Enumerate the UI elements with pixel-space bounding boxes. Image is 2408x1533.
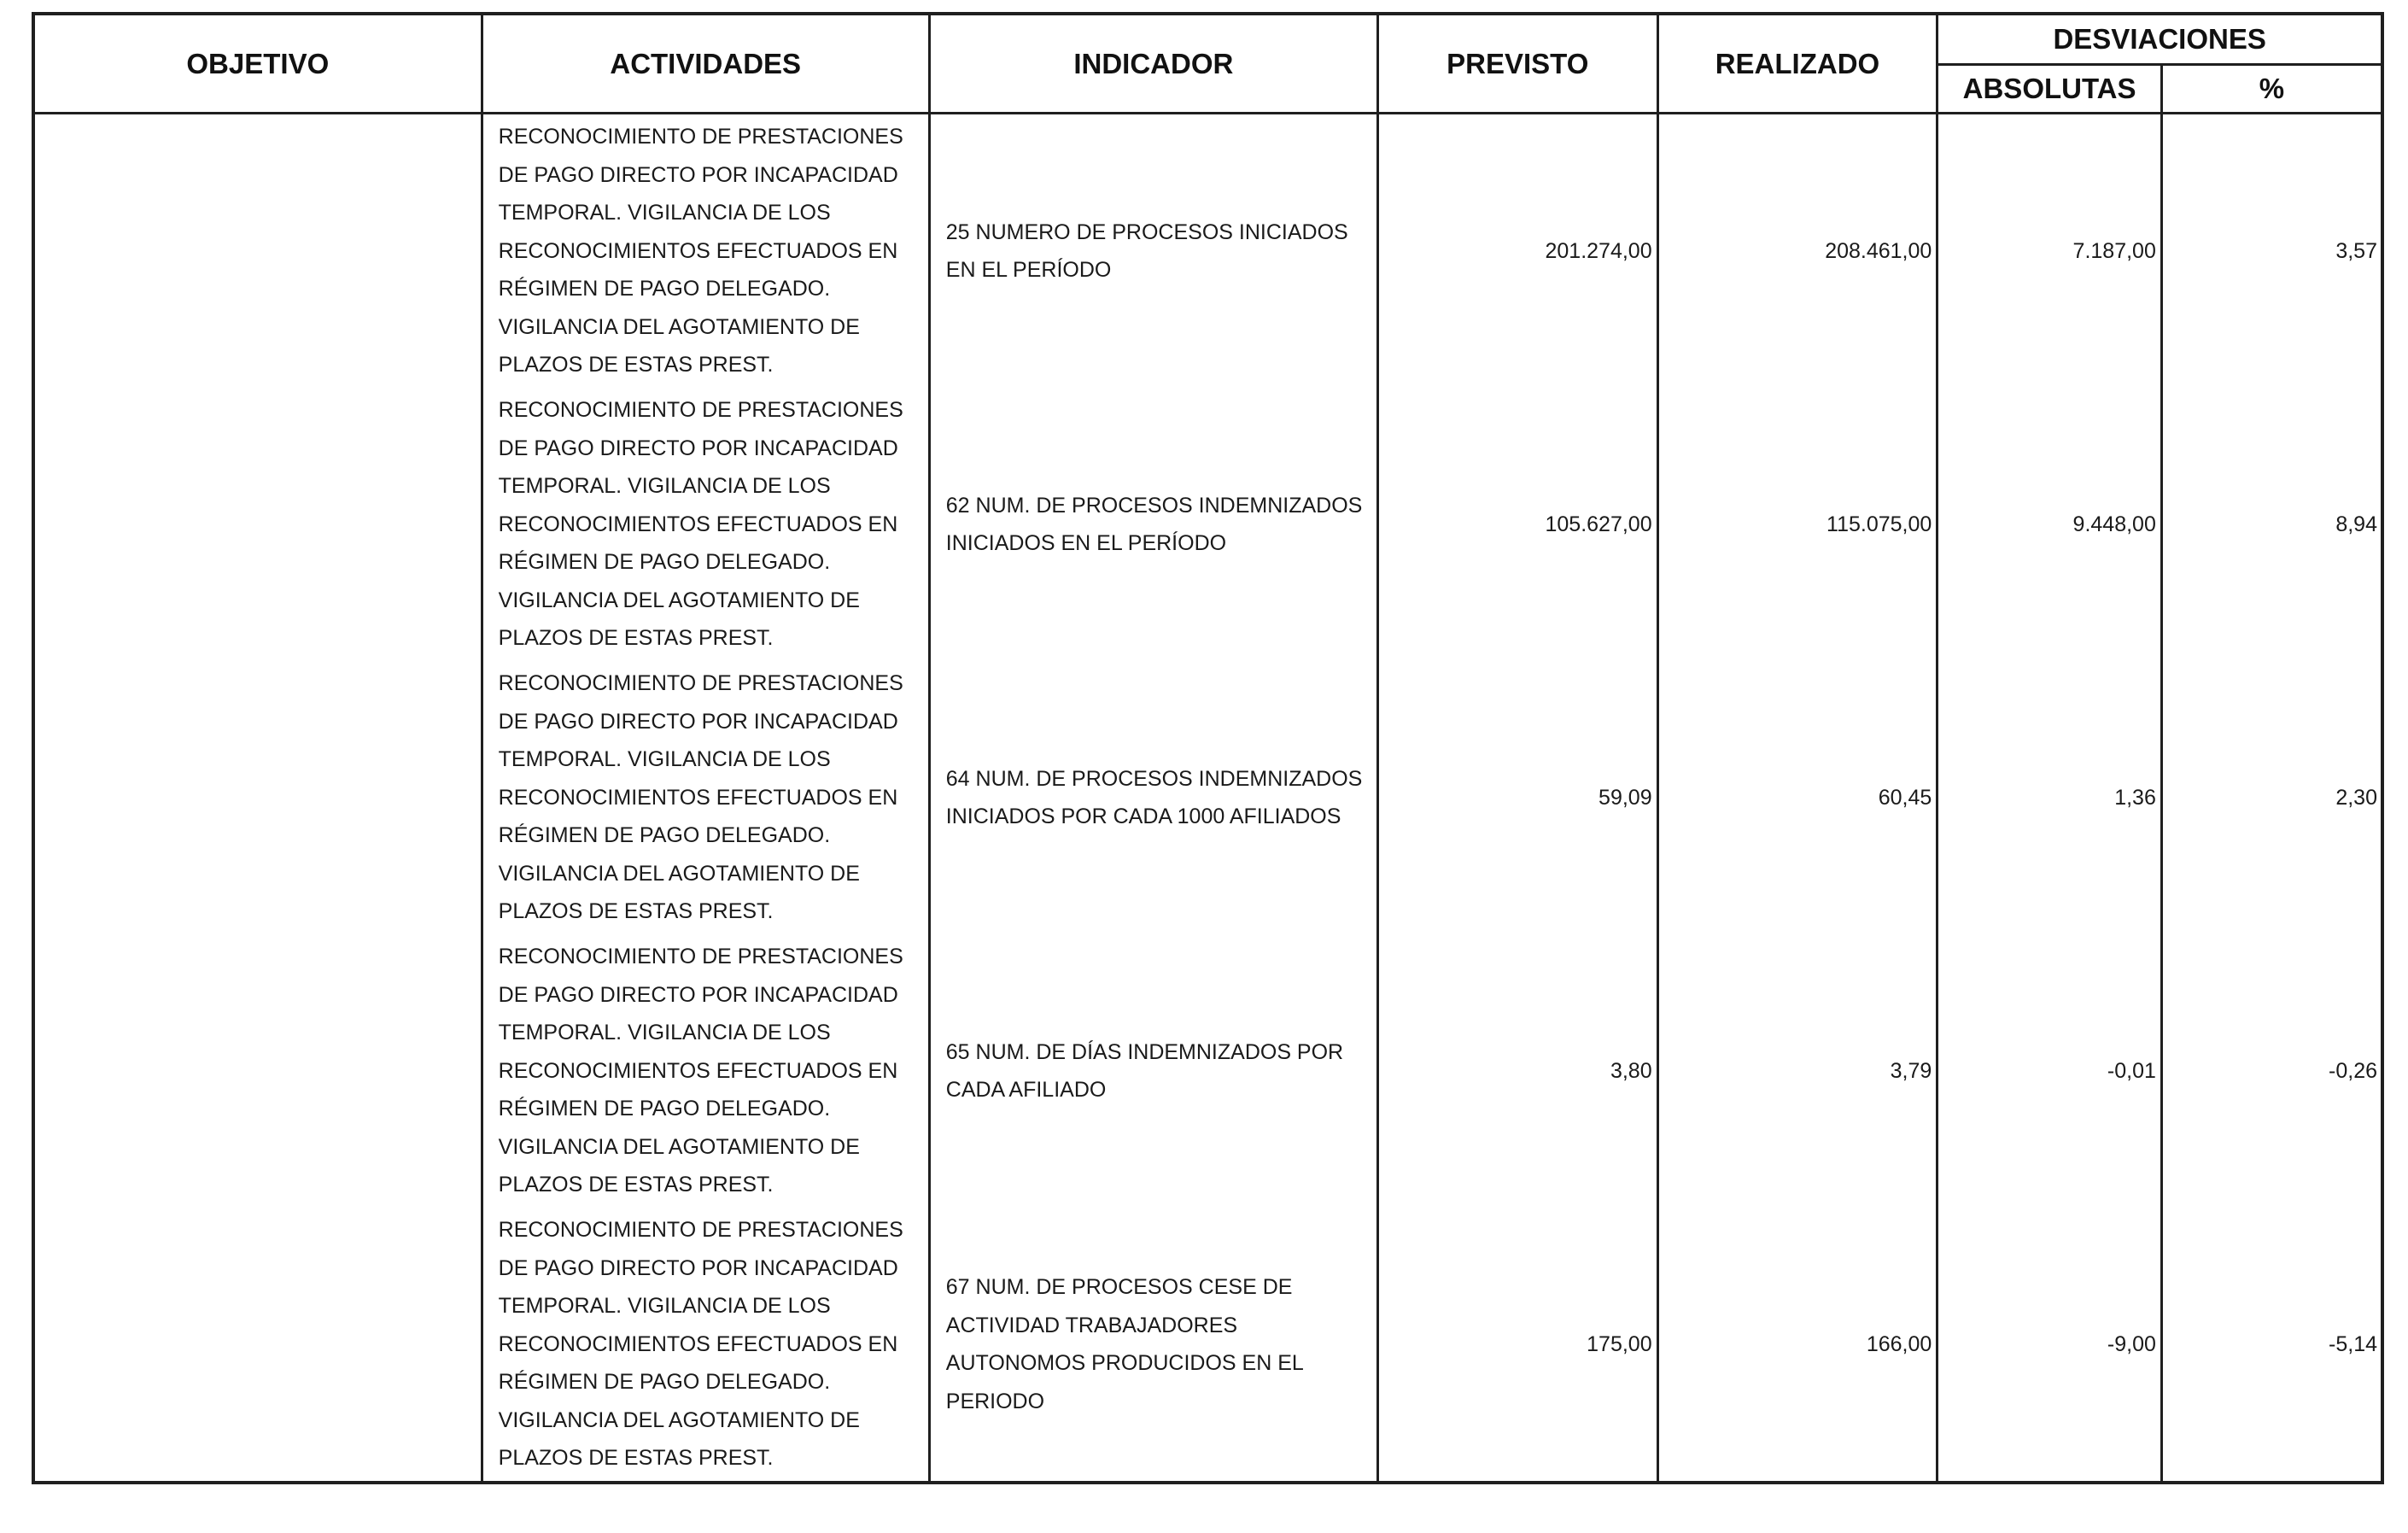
cell-absolutas: -9,00 bbox=[1938, 1208, 2162, 1483]
cell-actividad: RECONOCIMIENTO DE PRESTACIONES DE PAGO DIRECTO POR INCAPACIDAD TEMPORAL. VIGILANCIA DE LOS RECONOCIMIENTOS EFECTUADOS EN RÉGIMEN DE PAGO DELEGADO. VIGILANCIA DEL AGOTAMIENTO DE PLAZOS DE ESTAS PREST. bbox=[482, 388, 929, 661]
cell-porcentaje: 8,94 bbox=[2161, 388, 2382, 661]
indicators-table bbox=[32, 12, 2384, 1484]
cell-realizado: 115.075,00 bbox=[1657, 388, 1938, 661]
cell-objetivo bbox=[33, 114, 482, 389]
header-indicador: INDICADOR bbox=[929, 14, 1377, 114]
cell-porcentaje: 3,57 bbox=[2161, 114, 2382, 389]
table-row bbox=[33, 114, 2382, 389]
cell-actividad: RECONOCIMIENTO DE PRESTACIONES DE PAGO DIRECTO POR INCAPACIDAD TEMPORAL. VIGILANCIA DE LOS RECONOCIMIENTOS EFECTUADOS EN RÉGIMEN DE PAGO DELEGADO. VIGILANCIA DEL AGOTAMIENTO DE PLAZOS DE ESTAS PREST. bbox=[482, 114, 929, 389]
table-body bbox=[33, 114, 2382, 1483]
cell-indicador: 25 NUMERO DE PROCESOS INICIADOS EN EL PERÍODO bbox=[929, 114, 1377, 389]
cell-objetivo bbox=[33, 934, 482, 1208]
cell-objetivo bbox=[33, 388, 482, 661]
table-row bbox=[33, 661, 2382, 934]
cell-realizado: 166,00 bbox=[1657, 1208, 1938, 1483]
cell-previsto: 175,00 bbox=[1377, 1208, 1657, 1483]
table-header bbox=[33, 14, 2382, 114]
cell-porcentaje: 2,30 bbox=[2161, 661, 2382, 934]
cell-indicador: 64 NUM. DE PROCESOS INDEMNIZADOS INICIADOS POR CADA 1000 AFILIADOS bbox=[929, 661, 1377, 934]
cell-previsto: 105.627,00 bbox=[1377, 388, 1657, 661]
header-porcentaje: % bbox=[2161, 65, 2382, 114]
header-previsto: PREVISTO bbox=[1377, 14, 1657, 114]
cell-indicador: 65 NUM. DE DÍAS INDEMNIZADOS POR CADA AFILIADO bbox=[929, 934, 1377, 1208]
table-row bbox=[33, 934, 2382, 1208]
header-actividades: ACTIVIDADES bbox=[482, 14, 929, 114]
table-row bbox=[33, 388, 2382, 661]
header-row bbox=[33, 14, 2382, 65]
cell-absolutas: 9.448,00 bbox=[1938, 388, 2162, 661]
header-absolutas: ABSOLUTAS bbox=[1938, 65, 2162, 114]
cell-realizado: 3,79 bbox=[1657, 934, 1938, 1208]
cell-porcentaje: -0,26 bbox=[2161, 934, 2382, 1208]
cell-absolutas: 1,36 bbox=[1938, 661, 2162, 934]
table-row bbox=[33, 1208, 2382, 1483]
cell-previsto: 59,09 bbox=[1377, 661, 1657, 934]
cell-actividad: RECONOCIMIENTO DE PRESTACIONES DE PAGO DIRECTO POR INCAPACIDAD TEMPORAL. VIGILANCIA DE LOS RECONOCIMIENTOS EFECTUADOS EN RÉGIMEN DE PAGO DELEGADO. VIGILANCIA DEL AGOTAMIENTO DE PLAZOS DE ESTAS PREST. bbox=[482, 1208, 929, 1483]
cell-absolutas: -0,01 bbox=[1938, 934, 2162, 1208]
cell-absolutas: 7.187,00 bbox=[1938, 114, 2162, 389]
header-realizado: REALIZADO bbox=[1657, 14, 1938, 114]
cell-objetivo bbox=[33, 661, 482, 934]
cell-previsto: 201.274,00 bbox=[1377, 114, 1657, 389]
header-desviaciones: DESVIACIONES bbox=[1938, 14, 2382, 65]
cell-actividad: RECONOCIMIENTO DE PRESTACIONES DE PAGO DIRECTO POR INCAPACIDAD TEMPORAL. VIGILANCIA DE LOS RECONOCIMIENTOS EFECTUADOS EN RÉGIMEN DE PAGO DELEGADO. VIGILANCIA DEL AGOTAMIENTO DE PLAZOS DE ESTAS PREST. bbox=[482, 934, 929, 1208]
cell-objetivo bbox=[33, 1208, 482, 1483]
header-objetivo: OBJETIVO bbox=[33, 14, 482, 114]
cell-indicador: 62 NUM. DE PROCESOS INDEMNIZADOS INICIADOS EN EL PERÍODO bbox=[929, 388, 1377, 661]
cell-indicador: 67 NUM. DE PROCESOS CESE DE ACTIVIDAD TRABAJADORES AUTONOMOS PRODUCIDOS EN EL PERIODO bbox=[929, 1208, 1377, 1483]
cell-realizado: 60,45 bbox=[1657, 661, 1938, 934]
cell-actividad: RECONOCIMIENTO DE PRESTACIONES DE PAGO DIRECTO POR INCAPACIDAD TEMPORAL. VIGILANCIA DE LOS RECONOCIMIENTOS EFECTUADOS EN RÉGIMEN DE PAGO DELEGADO. VIGILANCIA DEL AGOTAMIENTO DE PLAZOS DE ESTAS PREST. bbox=[482, 661, 929, 934]
cell-previsto: 3,80 bbox=[1377, 934, 1657, 1208]
cell-porcentaje: -5,14 bbox=[2161, 1208, 2382, 1483]
cell-realizado: 208.461,00 bbox=[1657, 114, 1938, 389]
